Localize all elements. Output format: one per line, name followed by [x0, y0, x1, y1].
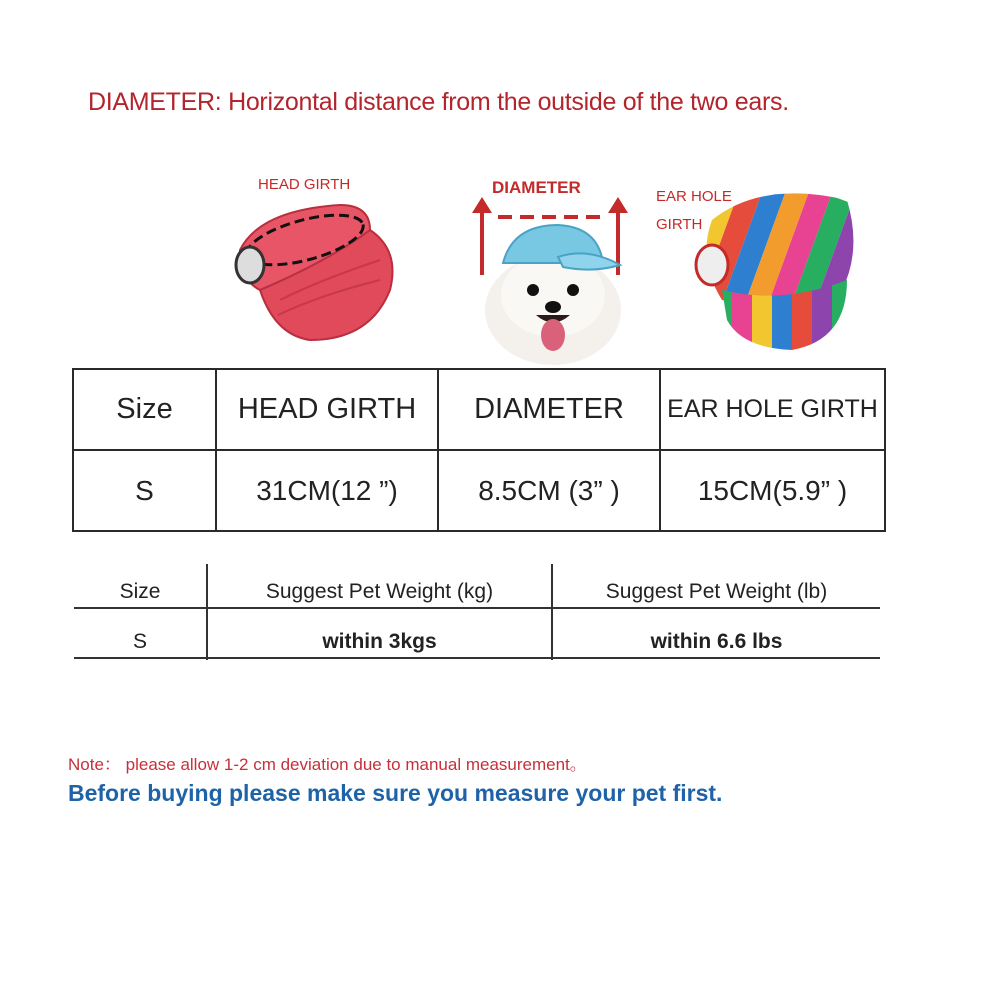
head-girth-label: HEAD GIRTH: [258, 176, 351, 193]
divider: [74, 607, 880, 609]
header-diameter: DIAMETER: [438, 369, 660, 450]
table-row: [73, 450, 885, 531]
header-ear-hole-girth: EAR HOLE GIRTH: [660, 369, 885, 450]
cell-head-girth: 31CM(12 ”): [216, 450, 438, 531]
divider: [74, 657, 880, 659]
diameter-definition: DIAMETER: Horizontal distance from the outside of the two ears.: [88, 88, 789, 116]
header-size: Size: [73, 369, 216, 450]
red-cap-image: [220, 190, 420, 350]
cell-diameter: 8.5CM (3” ): [438, 450, 660, 531]
measure-warning: Before buying please make sure you measure your pet first.: [68, 780, 723, 806]
size-chart-table: [72, 368, 886, 532]
weight-cell-kg: within 3kgs: [322, 630, 437, 653]
weight-header-size: Size: [119, 580, 161, 603]
header-head-girth: HEAD GIRTH: [216, 369, 438, 450]
cell-size: S: [73, 450, 216, 531]
dog-wearing-cap-image: [468, 195, 638, 365]
table-header-row: [73, 369, 885, 450]
deviation-note: Note： please allow 1-2 cm deviation due to manual measurement。: [68, 755, 587, 774]
rainbow-cap-image: [672, 180, 872, 360]
ear-hole-label: EAR HOLE: [656, 188, 732, 205]
diameter-label: DIAMETER: [492, 178, 581, 197]
weight-header-lb: Suggest Pet Weight (lb): [605, 580, 828, 603]
cell-ear-hole-girth: 15CM(5.9” ): [660, 450, 885, 531]
ear-hole-label-girth: GIRTH: [656, 216, 703, 233]
weight-cell-lb: within 6.6 lbs: [650, 630, 783, 653]
weight-cell-size: S: [132, 630, 147, 653]
weight-header-kg: Suggest Pet Weight (kg): [265, 580, 494, 603]
